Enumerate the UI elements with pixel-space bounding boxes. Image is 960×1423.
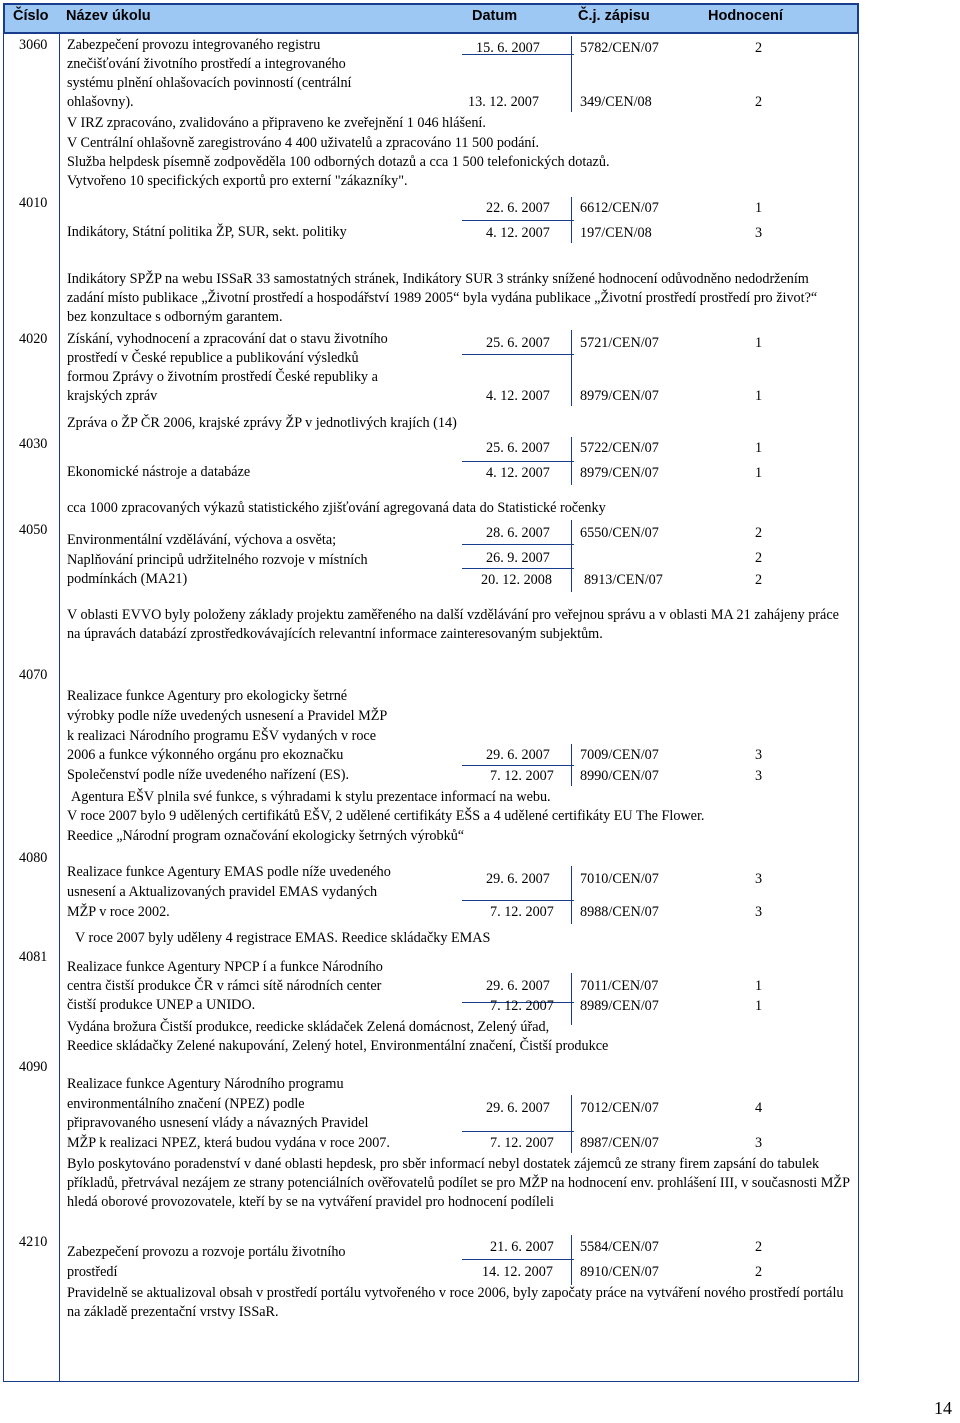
date: 29. 6. 2007 xyxy=(486,1100,550,1116)
task-title: Realizace funkce Agentury EMAS podle níže uvedeného xyxy=(67,864,391,880)
cell-divider xyxy=(571,330,572,406)
rating: 2 xyxy=(755,40,763,56)
task-title: prostředí v České republice a publikování výsledků xyxy=(67,350,359,366)
cell-divider xyxy=(571,36,572,112)
date: 4. 12. 2007 xyxy=(486,388,550,404)
date: 7. 12. 2007 xyxy=(490,1135,554,1151)
task-number: 4081 xyxy=(19,949,48,965)
rating: 1 xyxy=(755,998,763,1014)
task-title: Realizace funkce Agentury pro ekologicky šetrné xyxy=(67,688,348,704)
evaluation-note: V Centrální ohlašovně zaregistrováno 4 400 uživatelů a zpracováno 11 500 podání. xyxy=(67,135,539,151)
rating: 4 xyxy=(755,1100,763,1116)
date: 4. 12. 2007 xyxy=(486,465,550,481)
header-hodnoceni: Hodnocení xyxy=(708,8,783,24)
reference-number: 5721/CEN/07 xyxy=(580,335,659,351)
task-number: 4030 xyxy=(19,436,48,452)
reference-number: 197/CEN/08 xyxy=(580,225,652,241)
rating: 2 xyxy=(755,1239,763,1255)
task-number: 3060 xyxy=(19,37,48,53)
task-title: Realizace funkce Agentury Národního programu xyxy=(67,1076,344,1092)
date: 22. 6. 2007 xyxy=(486,200,550,216)
reference-number: 8988/CEN/07 xyxy=(580,904,659,920)
header-cislo: Číslo xyxy=(13,8,49,24)
task-number: 4070 xyxy=(19,667,48,683)
task-title: Indikátory, Státní politika ŽP, SUR, sekt. politiky xyxy=(67,224,347,240)
reference-number: 5782/CEN/07 xyxy=(580,40,659,56)
evaluation-note: Bylo poskytováno poradenství v dané oblasti hepdesk, pro sběr informací nebyl dostatek zájemců ze strany firem zapsání do tabulek příkladů, přetrvával nezájem ze strany potenciálních ověřovatelů podílet se pro MŽP na hodnocení env. prohlášení III, v současnosti MŽP hledá oborové provozovatele, kteří by se na vytváření pravidel pro hodnocení podíleli xyxy=(67,1156,850,1210)
task-title: MŽP k realizaci NPEZ, která budou vydána v roce 2007. xyxy=(67,1135,390,1151)
task-title: Společenství podle níže uvedeného nařízení (ES). xyxy=(67,767,350,783)
rating: 2 xyxy=(755,572,763,588)
page-number: 14 xyxy=(934,1398,952,1418)
task-title: 2006 a funkce výkonného orgánu pro ekoznačku xyxy=(67,747,344,763)
column-divider xyxy=(59,34,60,1382)
date: 14. 12. 2007 xyxy=(482,1264,553,1280)
reference-number: 8990/CEN/07 xyxy=(580,768,659,784)
evaluation-note: Pravidelně se aktualizoval obsah v prostředí portálu vytvořeného v roce 2006, byly započaty práce na vytváření nového prostředí portálu na základě prezentační vrstvy ISSaR. xyxy=(67,1285,844,1320)
cell-divider xyxy=(462,765,574,766)
task-title: krajských zpráv xyxy=(67,388,158,404)
rating: 2 xyxy=(755,94,763,110)
evaluation-note: cca 1000 zpracovaných výkazů statistického zjišťování agregovaná data do Statistické ročenky xyxy=(67,500,606,516)
rating: 2 xyxy=(755,550,763,566)
task-title: Ekonomické nástroje a databáze xyxy=(67,464,251,480)
date: 29. 6. 2007 xyxy=(486,978,550,994)
rating: 1 xyxy=(755,440,763,456)
reference-number: 8979/CEN/07 xyxy=(580,388,659,404)
task-number: 4020 xyxy=(19,331,48,347)
task-title: Realizace funkce Agentury NPCP í a funkce Národního xyxy=(67,959,383,975)
reference-number: 8989/CEN/07 xyxy=(580,998,659,1014)
rating: 1 xyxy=(755,200,763,216)
task-title: Naplňování principů udržitelného rozvoje v místních xyxy=(67,552,368,568)
rating: 2 xyxy=(755,525,763,541)
cell-divider xyxy=(571,520,572,592)
date: 7. 12. 2007 xyxy=(490,998,554,1014)
task-title: znečišťování životního prostředí a integrovaného xyxy=(67,56,346,72)
cell-divider xyxy=(571,1095,572,1153)
task-title: Zabezpečení provozu integrovaného registru xyxy=(67,37,321,53)
cell-divider xyxy=(571,973,572,1025)
reference-number: 8987/CEN/07 xyxy=(580,1135,659,1151)
reference-number: 8979/CEN/07 xyxy=(580,465,659,481)
cell-divider xyxy=(571,866,572,924)
rating: 1 xyxy=(755,335,763,351)
task-title: výrobky podle níže uvedených usnesení a Pravidel MŽP xyxy=(67,708,388,724)
evaluation-note: Reedice skládačky Zelené nakupování, Zelený hotel, Environmentální značení, Čistší produkce xyxy=(67,1038,609,1054)
task-title: MŽP v roce 2002. xyxy=(67,904,170,920)
task-title: k realizaci Národního programu EŠV vydaných v roce xyxy=(67,728,377,744)
reference-number: 7010/CEN/07 xyxy=(580,871,659,887)
evaluation-note: V roce 2007 bylo 9 udělených certifikátů EŠV, 2 udělené certifikáty EŠS a 4 udělené certifikáty EU The Flower. xyxy=(67,808,705,824)
date: 15. 6. 2007 xyxy=(476,40,540,56)
task-number: 4050 xyxy=(19,522,48,538)
task-title: usnesení a Aktualizovaných pravidel EMAS vydaných xyxy=(67,884,378,900)
header-nazev: Název úkolu xyxy=(66,8,151,24)
evaluation-note: Vydána brožura Čistší produkce, reedicke skládaček Zelená domácnost, Zelený úřad, xyxy=(67,1019,550,1035)
evaluation-note: V roce 2007 byly uděleny 4 registrace EMAS. Reedice skládačky EMAS xyxy=(75,930,491,946)
evaluation-note: Agentura EŠV plnila své funkce, s výhradami k stylu prezentace informací na webu. xyxy=(71,789,551,805)
evaluation-note: Zpráva o ŽP ČR 2006, krajské zprávy ŽP v jednotlivých krajích (14) xyxy=(67,415,457,431)
task-title: prostředí xyxy=(67,1264,118,1280)
evaluation-note: Vytvořeno 10 specifických exportů pro externí "zákazníky". xyxy=(67,173,408,189)
task-title: Získání, vyhodnocení a zpracování dat o stavu životního xyxy=(67,331,388,347)
cell-divider xyxy=(571,1235,572,1285)
cell-divider xyxy=(462,461,574,462)
date: 29. 6. 2007 xyxy=(486,747,550,763)
date: 26. 9. 2007 xyxy=(486,550,550,566)
reference-number: 7011/CEN/07 xyxy=(580,978,659,994)
task-title: centra čistší produkce ČR v rámci sítě národních center xyxy=(67,978,382,994)
task-title: ohlašovny). xyxy=(67,94,134,110)
rating: 3 xyxy=(755,904,763,920)
date: 20. 12. 2008 xyxy=(481,572,552,588)
reference-number: 6550/CEN/07 xyxy=(580,525,659,541)
task-title: připravovaného usnesení vlády a návazných Pravidel xyxy=(67,1115,369,1131)
task-title: formou Zprávy o životním prostředí České republiky a xyxy=(67,369,378,385)
rating: 1 xyxy=(755,388,763,404)
reference-number: 8913/CEN/07 xyxy=(584,572,663,588)
cell-divider xyxy=(462,220,574,221)
rating: 3 xyxy=(755,768,763,784)
date: 7. 12. 2007 xyxy=(490,904,554,920)
cell-divider xyxy=(462,544,574,545)
date: 4. 12. 2007 xyxy=(486,225,550,241)
reference-number: 5584/CEN/07 xyxy=(580,1239,659,1255)
rating: 3 xyxy=(755,1135,763,1151)
reference-number: 349/CEN/08 xyxy=(580,94,652,110)
task-title: čistší produkce UNEP a UNIDO. xyxy=(67,997,256,1013)
task-title: podmínkách (MA21) xyxy=(67,571,188,587)
reference-number: 8910/CEN/07 xyxy=(580,1264,659,1280)
evaluation-note: V IRZ zpracováno, zvalidováno a připraveno ke zveřejnění 1 046 hlášení. xyxy=(67,115,486,131)
task-number: 4210 xyxy=(19,1234,48,1250)
task-number: 4010 xyxy=(19,195,48,211)
date: 29. 6. 2007 xyxy=(486,871,550,887)
reference-number: 7012/CEN/07 xyxy=(580,1100,659,1116)
rating: 3 xyxy=(755,225,763,241)
rating: 3 xyxy=(755,747,763,763)
rating: 2 xyxy=(755,1264,763,1280)
date: 25. 6. 2007 xyxy=(486,440,550,456)
evaluation-note: Indikátory SPŽP na webu ISSaR 33 samostatných stránek, Indikátory SUR 3 stránky snížené hodnocení odůvodněno nedodržením zadání místo publikace „Životní prostředí a hospodářství 1989 2005“ byla vydána publikace „Životní prostředí prostředí pro život?“ bez konzultace s odborným garantem. xyxy=(67,271,818,325)
task-number: 4080 xyxy=(19,850,48,866)
task-number: 4090 xyxy=(19,1059,48,1075)
reference-number: 7009/CEN/07 xyxy=(580,747,659,763)
cell-divider xyxy=(462,1131,574,1132)
rating: 3 xyxy=(755,871,763,887)
task-title: systému plnění ohlašovacích povinností (centrální xyxy=(67,75,352,91)
date: 25. 6. 2007 xyxy=(486,335,550,351)
header-cj: Č.j. zápisu xyxy=(578,8,650,24)
date: 21. 6. 2007 xyxy=(490,1239,554,1255)
date: 7. 12. 2007 xyxy=(490,768,554,784)
task-title: environmentálního značení (NPEZ) podle xyxy=(67,1096,305,1112)
cell-divider xyxy=(462,568,574,569)
evaluation-note: Reedice „Národní program označování ekologicky šetrných výrobků“ xyxy=(67,828,465,844)
header-datum: Datum xyxy=(472,8,518,24)
date: 28. 6. 2007 xyxy=(486,525,550,541)
task-title: Zabezpečení provozu a rozvoje portálu životního xyxy=(67,1244,346,1260)
task-title: Environmentální vzdělávání, výchova a osvěta; xyxy=(67,532,337,548)
cell-divider xyxy=(462,354,574,355)
reference-number: 6612/CEN/07 xyxy=(580,200,659,216)
cell-divider xyxy=(462,1259,574,1260)
reference-number: 5722/CEN/07 xyxy=(580,440,659,456)
rating: 1 xyxy=(755,978,763,994)
evaluation-note: Služba helpdesk písemně zodpověděla 100 odborných dotazů a cca 1 500 telefonických dotazů. xyxy=(67,154,610,170)
rating: 1 xyxy=(755,465,763,481)
date: 13. 12. 2007 xyxy=(468,94,539,110)
cell-divider xyxy=(462,900,574,901)
evaluation-note: V oblasti EVVO byly položeny základy projektu zaměřeného na další vzdělávání pro veřejnou správu a v oblasti MA 21 zahájeny práce na úpravách databází zprostředkovávajících relevantní informace zainteresovaným subjektům. xyxy=(67,607,839,642)
